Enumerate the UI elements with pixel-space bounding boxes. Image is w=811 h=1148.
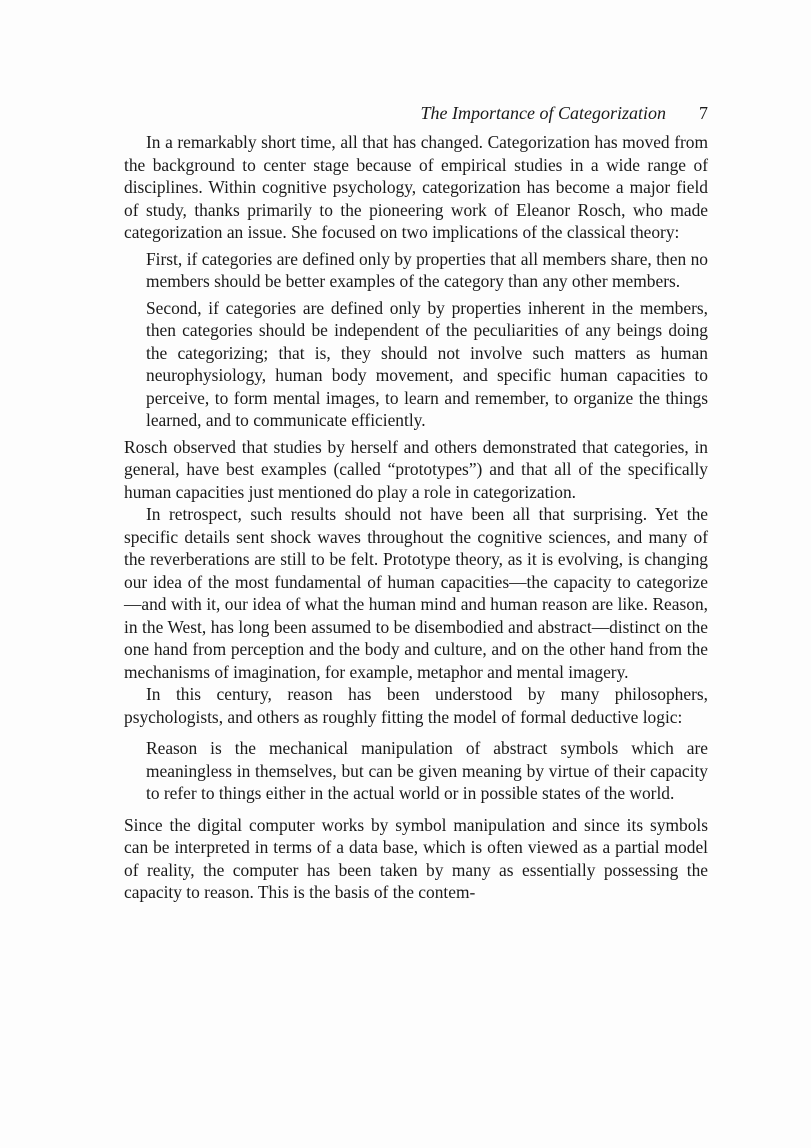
- body-text: [124, 131, 708, 904]
- quote-second-implication: Second, if categories are defined only by properties inherent in the members, then categories should be independent of the peculiarities of any beings doing the categorizing; that is, they should not involve such matters as human neurophysiology, human body movement, and specific human capacities to perceive, to form mental images, to learn and remember, to organize the things learned, and to communicate efficiently.: [146, 297, 708, 430]
- running-head: [124, 100, 708, 126]
- paragraph-2: Rosch observed that studies by herself and others demonstrated that categories, in general, have best examples (called “prototypes”) and that all of the specifically human capacities just mentioned do play a role in categorization.: [124, 436, 708, 502]
- paragraph-3: In retrospect, such results should not have been all that surprising. Yet the specific details sent shock waves throughout the cognitive sciences, and many of the reverberations are still to be felt. Prototype theory, as it is evolving, is changing our idea of the most fundamental of human capacities—the capacity to categorize—and with it, our idea of what the human mind and human reason are like. Reason, in the West, has long been assumed to be disembodied and abstract—distinct on the one hand from perception and the body and culture, and on the other hand from the mechanisms of imagination, for example, metaphor and mental imagery.: [124, 504, 708, 682]
- running-head-title: The Importance of Categorization: [420, 103, 666, 123]
- quote-reason-definition: Reason is the mechanical manipulation of abstract symbols which are meaningless in themselves, but can be given meaning by virtue of their capacity to refer to things either in the actual world or in possible states of the world.: [146, 738, 708, 803]
- paragraph-4: In this century, reason has been understood by many philosophers, psychologists, and others as roughly fitting the model of formal deductive logic:: [124, 684, 708, 727]
- quote-first-implication: First, if categories are defined only by properties that all members share, then no members should be better examples of the category than any other members.: [146, 248, 708, 291]
- paragraph-1: In a remarkably short time, all that has changed. Categorization has moved from the background to center stage because of empirical studies in a wide range of disciplines. Within cognitive psychology, categorization has become a major field of study, thanks primarily to the pioneering work of Eleanor Rosch, who made categorization an issue. She focused on two implications of the classical theory:: [124, 132, 708, 242]
- page-number: 7: [699, 103, 708, 123]
- paragraph-5: Since the digital computer works by symbol manipulation and since its symbols can be interpreted in terms of a data base, which is often viewed as a partial model of reality, the computer has been taken by many as essentially possessing the capacity to reason. This is the basis of the contem-: [124, 814, 708, 902]
